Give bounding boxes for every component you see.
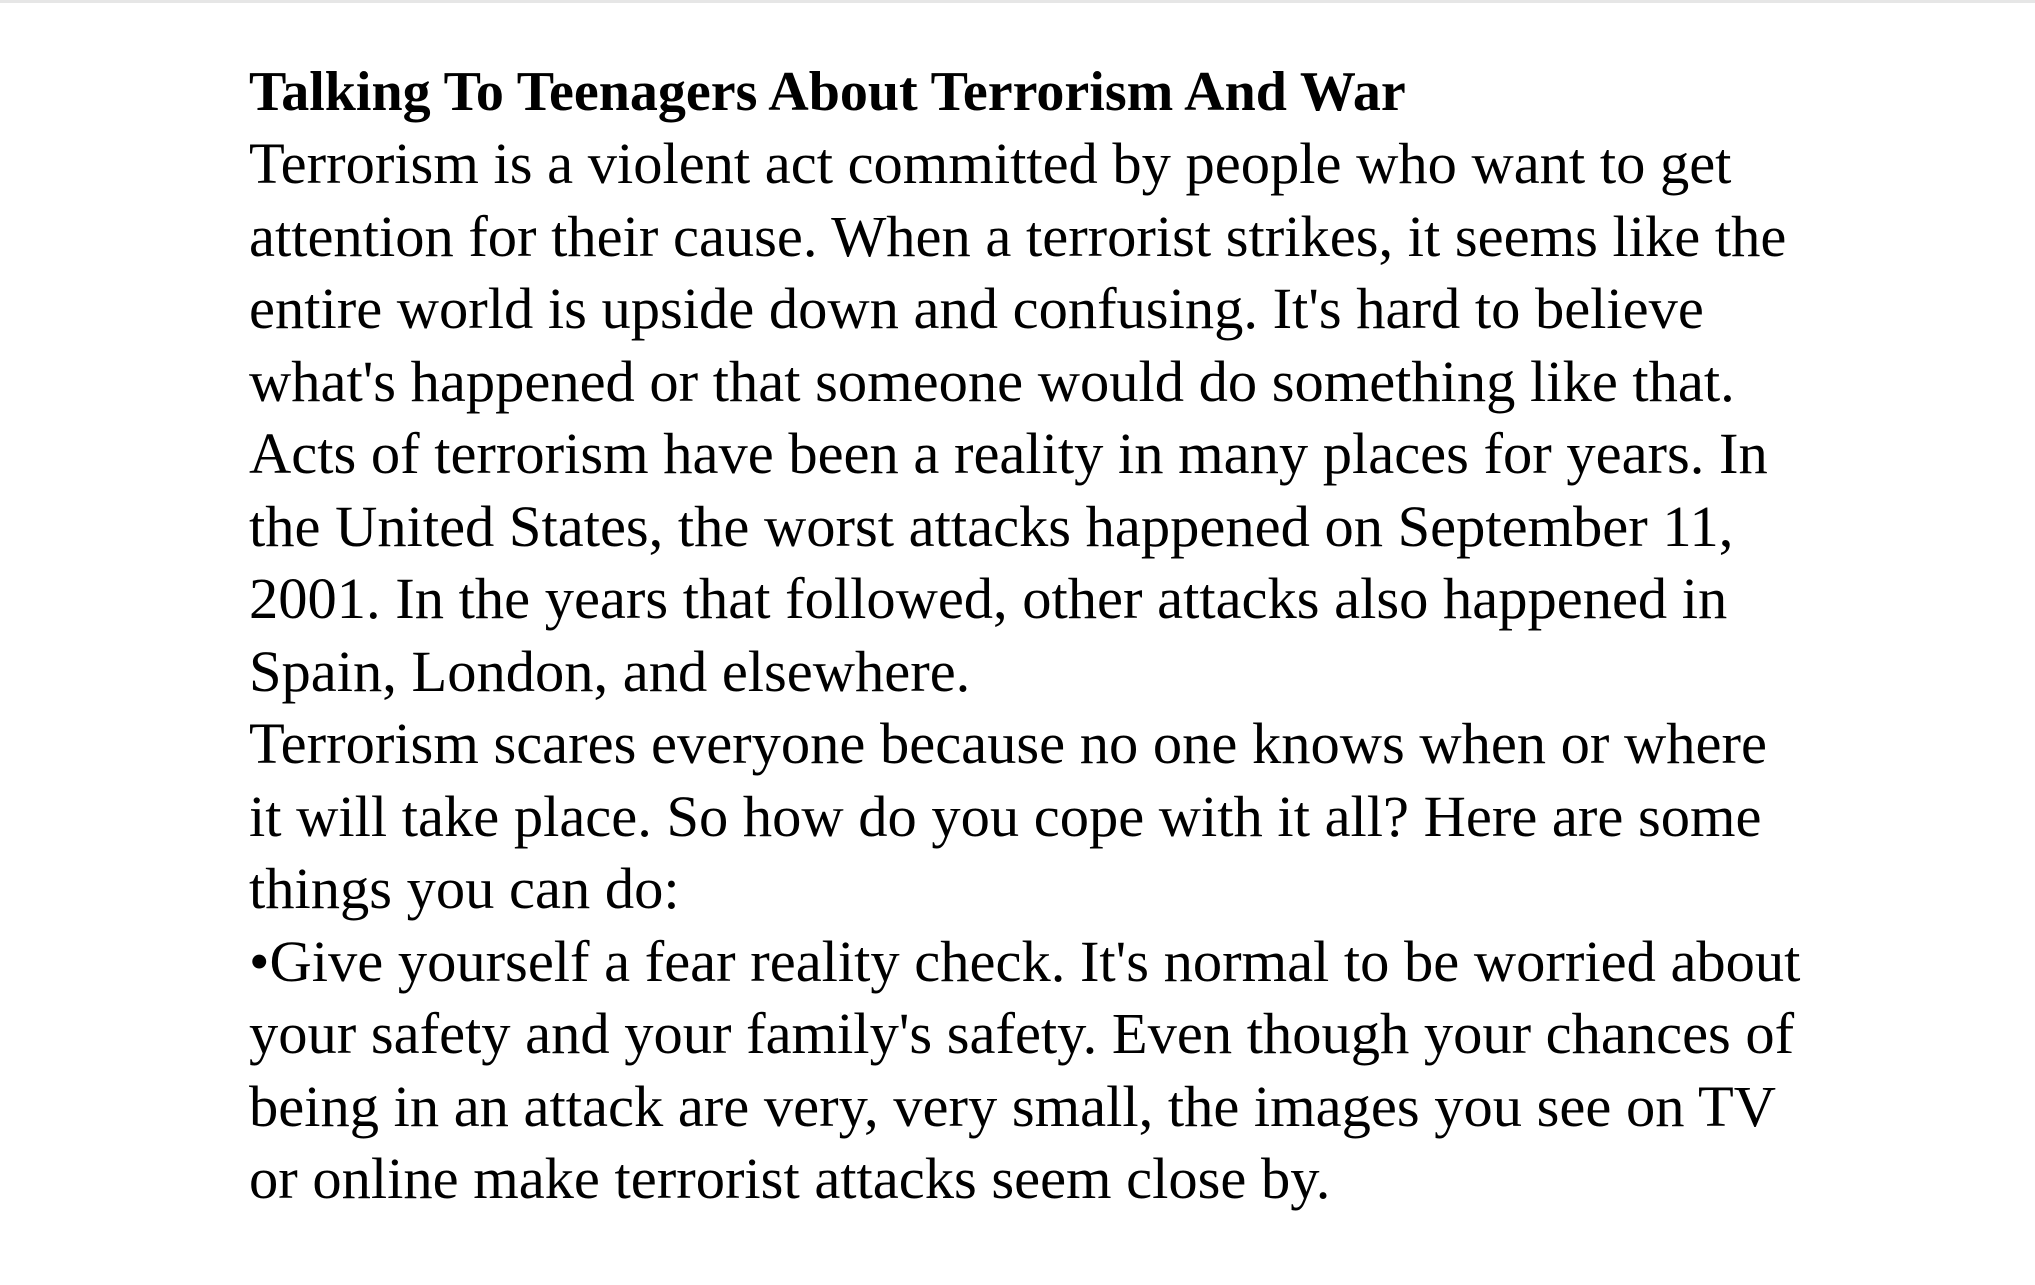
- paragraph-definition: Terrorism is a violent act committed by people who want to get attention for their cause. When a terrorist strikes, it seems like the entire world is upside down and confusing. It's hard to believe what's happened or that someone would do something like that.: [249, 131, 1787, 414]
- top-divider: [0, 0, 2035, 3]
- article-body: [249, 56, 1809, 1216]
- paragraph-history: Acts of terrorism have been a reality in many places for years. In the United States, the worst attacks happened on September 11, 2001. In the years that followed, other attacks also happened in Spain, London, and elsewhere.: [249, 421, 1768, 704]
- list-item-fear-reality-check: •Give yourself a fear reality check. It's normal to be worried about your safety and your family's safety. Even though your chances of being in an attack are very, very small, the images you see on TV or online make terrorist attacks seem close by.: [249, 928, 1801, 1211]
- paragraph-coping-intro: Terrorism scares everyone because no one knows when or where it will take place. So how do you cope with it all? Here are some things you can do:: [249, 711, 1767, 921]
- article-title: Talking To Teenagers About Terrorism And War: [249, 61, 1406, 123]
